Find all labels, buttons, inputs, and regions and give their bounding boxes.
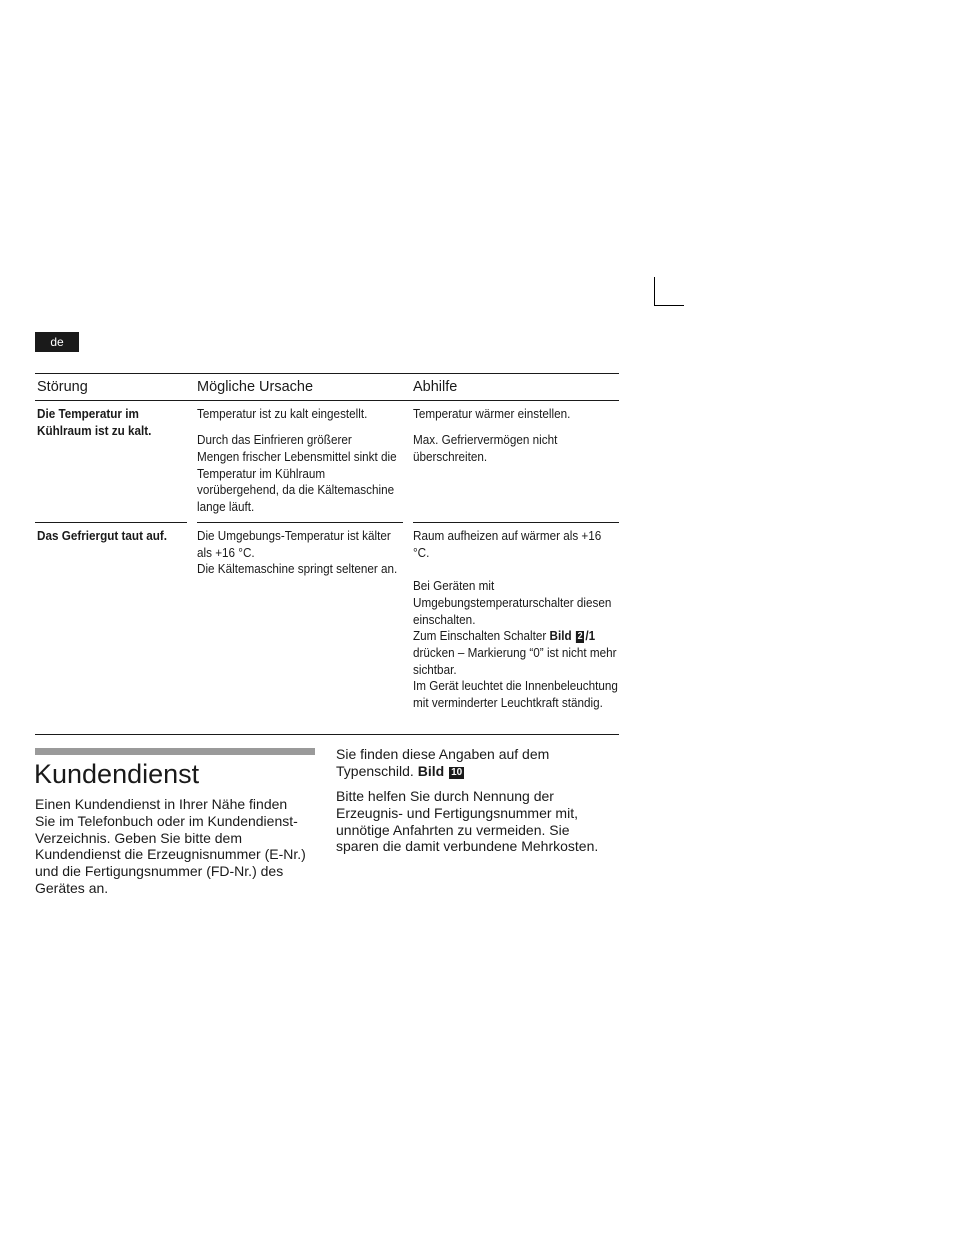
table-row-2-remedy-4: Im Gerät leuchtet die Innenbeleuchtung mit verminderter Leuchtkraft ständig. (413, 678, 618, 710)
figure-ref-label-2: Bild (417, 762, 445, 779)
crop-mark-vertical (654, 277, 655, 306)
table-row-2-fault: Das Gefriergut taut auf. (37, 528, 168, 543)
remedy-3-rest: drücken – Markierung “0” ist nicht mehr sichtbar. (413, 644, 617, 677)
service-paragraph-3: Bitte helfen Sie durch Nennung der Erzeugnis- und Fertigungsnummer mit, unnötige Anfahrten zu vermeiden. Sie sparen die damit verbundene Mehrkosten. (336, 788, 599, 855)
table-row-2-remedy-1: Raum aufheizen auf wärmer als +16 °C. (413, 528, 602, 560)
table-row-1-cause-2: Durch das Einfrieren größerer Mengen frischer Lebensmittel sinkt die Temperatur im Kühlraum vorübergehend, da die Kältemaschine lange läuft. (197, 432, 397, 515)
table-bottom-rule (35, 734, 619, 735)
table-row-2-cause-2: Die Kältemaschine springt seltener an. (197, 561, 398, 576)
header-cause: Mögliche Ursache (197, 379, 314, 395)
table-row-rule-remedy (413, 522, 619, 523)
service-paragraph-2 (336, 746, 601, 780)
table-row-2-remedy-3 (413, 628, 618, 678)
table-row-2-remedy-2: Bei Geräten mit Umgebungstemperaturschalter diesen einschalten. (413, 578, 612, 627)
table-header-rule (35, 400, 619, 401)
table-top-rule (35, 373, 619, 374)
figure-number-badge: 2 (577, 631, 583, 642)
table-row-2-cause-1: Die Umgebungs-Temperatur ist kälter als +16 °C. (197, 528, 391, 560)
crop-mark-horizontal (654, 305, 684, 306)
paragraph-2-text: Sie finden diese Angaben auf dem Typenschild. (336, 746, 550, 779)
figure-ref-suffix: /1 (585, 628, 596, 643)
section-title: Kundendienst (34, 759, 200, 789)
header-fault: Störung (37, 379, 88, 395)
header-remedy: Abhilfe (413, 379, 458, 395)
table-row-1-remedy-2: Max. Gefriervermögen nicht überschreiten. (413, 432, 558, 464)
section-bar (35, 748, 315, 755)
service-paragraph-1: Einen Kundendienst in Ihrer Nähe finden Sie im Telefonbuch oder im Kundendienst-Verzeichnis. Geben Sie bitte dem Kundendienst die Erzeugnisnummer (E-Nr.) und die Fertigungsnummer (FD-Nr.) des Gerätes an. (35, 796, 306, 896)
table-row-rule-cause (197, 522, 403, 523)
figure-ref-label: Bild (549, 628, 572, 643)
table-row-1-remedy-1: Temperatur wärmer einstellen. (413, 406, 571, 421)
language-badge: de (35, 332, 79, 352)
table-row-rule-fault (35, 522, 187, 523)
table-row-1-cause-1: Temperatur ist zu kalt eingestellt. (197, 406, 368, 421)
figure-number-badge-2: 10 (451, 766, 463, 778)
remedy-3-prefix: Zum Einschalten Schalter (413, 628, 550, 643)
table-row-1-fault: Die Temperatur im Kühlraum ist zu kalt. (37, 406, 152, 438)
